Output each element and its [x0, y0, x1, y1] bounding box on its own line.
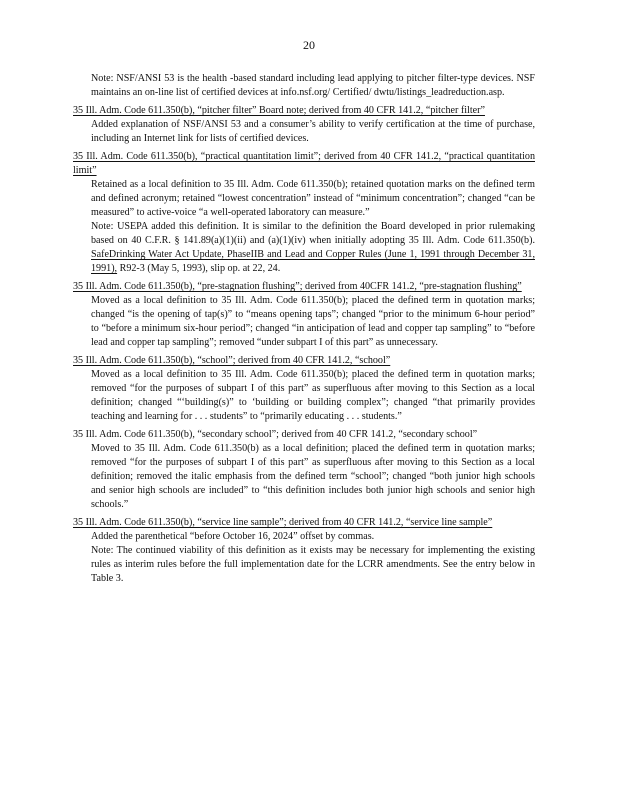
entry-explanation: Moved to 35 Ill. Adm. Code 611.350(b) as a local definition; placed the defined term in quotation marks; removed “for the purposes of subpart I of this part” as superfluous after moving to this Section as a local definition; removed the italic emphasis from the defined term “school”; changed “both junior high schools and senior high schools are included” to “this definition includes both junior high schools and senior high schools.”: [91, 443, 535, 510]
page-number: 20: [303, 38, 315, 52]
entry-heading: [73, 280, 535, 294]
entry-note-tail: R92-3 (May 5, 1993), slip op. at 22, 24.: [119, 263, 281, 274]
definition-entry: [73, 354, 535, 424]
entry-explanation: Moved as a local definition to 35 Ill. Adm. Code 611.350(b); placed the defined term in quotation marks; removed “for the purposes of subpart I of this part” as superfluous after moving to this Section as a local definition; changed “‘building(s)” to ‘building or building complex”; changed “that primarily provides teaching and learning for . . . students” to “primarily educating . . . students.”: [91, 369, 535, 422]
entry-heading-text: 35 Ill. Adm. Code 611.350(b), “practical quantitation limit”; derived from 40 CFR 141.2, “practical quantitation limit”: [73, 151, 535, 176]
entry-heading: [73, 104, 535, 118]
entry-note: Note: The continued viability of this definition as it exists may be necessary for implementing the existing rules as interim rules before the full implementation date for the LCRR amendments. See the entry below in Table 3.: [91, 545, 535, 584]
entry-heading-text: 35 Ill. Adm. Code 611.350(b), “secondary school”; derived from 40 CFR 141.2, “secondary school”: [73, 429, 478, 440]
entry-explanation: Retained as a local definition to 35 Ill. Adm. Code 611.350(b); retained quotation marks on the defined term and defined acronym; retained “lowest concentration” instead of “minimum concentration”; changed “can be measured” to active-voice “a well-operated laboratory can measure.”: [91, 179, 535, 218]
entry-explanation: Added the parenthetical “before October 16, 2024” offset by commas.: [91, 531, 375, 542]
entry-heading: [73, 428, 535, 442]
definition-entry: [73, 280, 535, 350]
entry-heading: [73, 150, 535, 178]
entry-heading: [73, 354, 535, 368]
entry-heading: [73, 516, 535, 530]
entry-heading-text: 35 Ill. Adm. Code 611.350(b), “school”; derived from 40 CFR 141.2, “school”: [73, 355, 391, 366]
entry-note-citation: SafeDrinking Water Act Update, PhaseIIB and Lead and Copper Rules (June 1, 1991 through December 31, 1991),: [91, 249, 535, 274]
definition-entry: [73, 428, 535, 512]
intro-note: Note: NSF/ANSI 53 is the health -based standard including lead applying to pitcher filter-type devices. NSF maintains an on-line list of certified devices at info.nsf.org/ Certified/ dwtu/listings_leadreduction.asp.: [91, 73, 535, 98]
entry-note-text: Note: USEPA added this definition. It is similar to the definition the Board developed in prior rulemaking based on 40 C.F.R. § 141.89(a)(1)(ii) and (a)(1)(iv) when initially adopting 35 Ill. Adm. Code 611.350(b).: [91, 221, 535, 246]
document-body: [73, 72, 535, 586]
entry-body: [73, 442, 535, 512]
entry-body: [73, 118, 535, 146]
entry-heading-text: 35 Ill. Adm. Code 611.350(b), “pre-stagnation flushing”; derived from 40CFR 141.2, “pre-stagnation flushing”: [73, 281, 522, 292]
definition-entry: [73, 150, 535, 276]
definition-entry: [73, 516, 535, 586]
entry-note: [91, 220, 535, 276]
entry-body: [73, 530, 535, 586]
entry-heading-text: 35 Ill. Adm. Code 611.350(b), “service line sample”; derived from 40 CFR 141.2, “service line sample”: [73, 517, 493, 528]
entry-explanation: Moved as a local definition to 35 Ill. Adm. Code 611.350(b); placed the defined term in quotation marks; changed “is the opening of tap(s)” to “means opening taps”; changed “prior to the minimum 6-hour period” to “before a minimum six-hour period”; changed “in anticipation of lead and copper tap sampling” to “before lead and copper tap sampling”; removed “under subpart I of this part” as unnecessary.: [91, 295, 535, 348]
entry-heading-text: 35 Ill. Adm. Code 611.350(b), “pitcher filter” Board note; derived from 40 CFR 141.2, “pitcher filter”: [73, 105, 485, 116]
definition-entry: [73, 104, 535, 146]
entry-body: [73, 294, 535, 350]
entry-explanation: Added explanation of NSF/ANSI 53 and a consumer’s ability to verify certification at the time of purchase, including an Internet link for lists of certified devices.: [91, 119, 535, 144]
entry-body: [73, 178, 535, 276]
entry-body: [73, 368, 535, 424]
